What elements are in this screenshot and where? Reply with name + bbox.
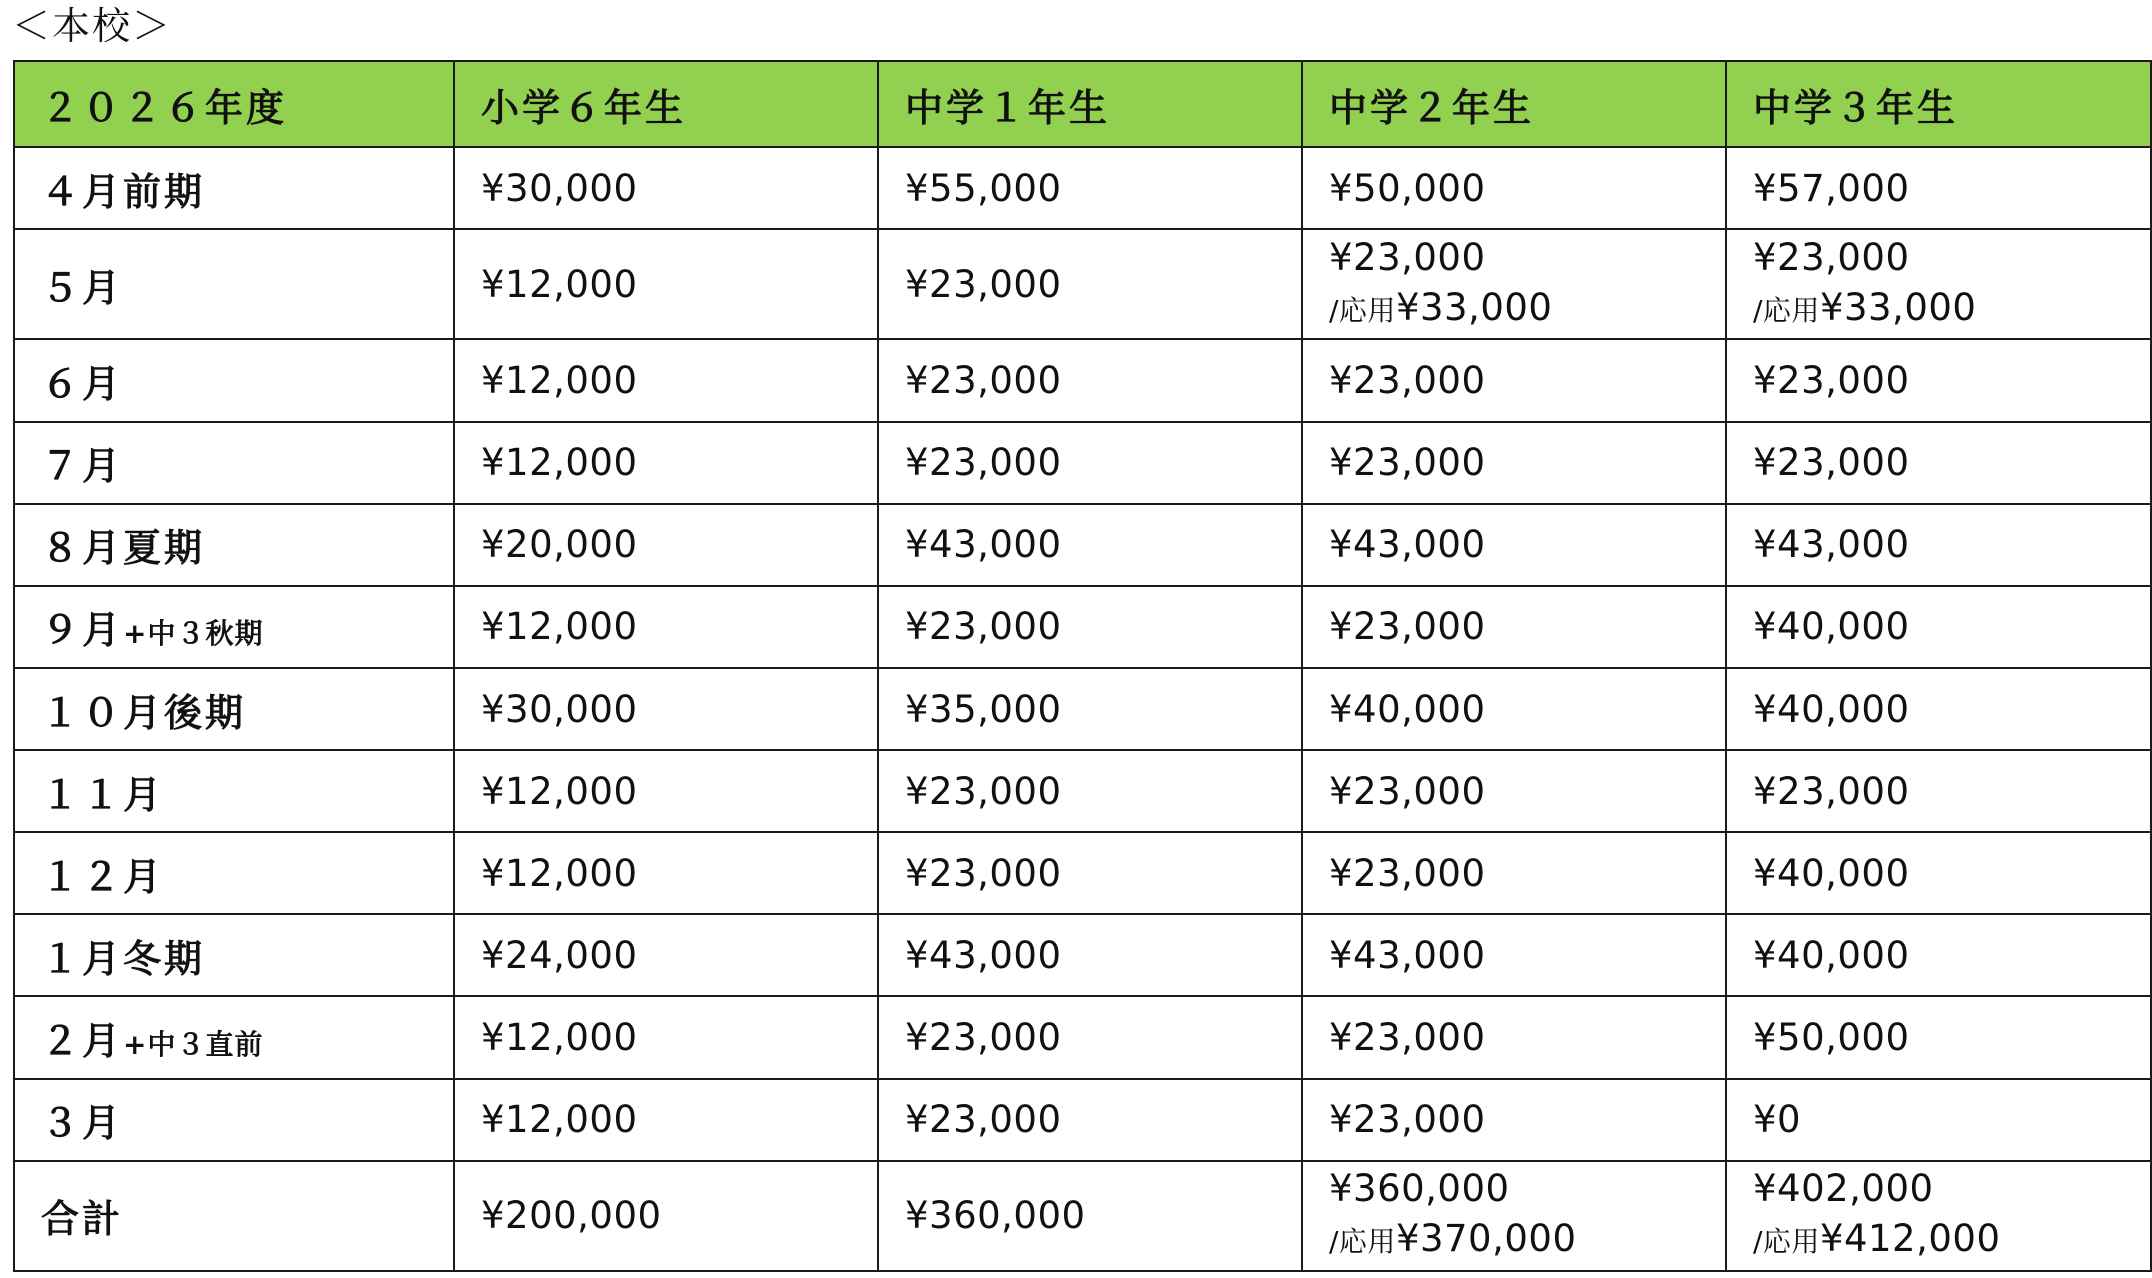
fee-grade6: ¥12,000: [454, 832, 878, 914]
header-junior3: 中学３年生: [1726, 61, 2151, 147]
table-header-row: [14, 61, 2151, 147]
fee-grade6: ¥30,000: [454, 147, 878, 229]
advanced-prefix: /応用: [1329, 293, 1396, 327]
advanced-prefix: /応用: [1753, 293, 1820, 327]
fee-junior2: ¥23,000: [1302, 750, 1726, 832]
fee-junior3: ¥50,000: [1726, 996, 2151, 1078]
fee-junior3: ¥40,000: [1726, 586, 2151, 668]
fee-junior1: ¥23,000: [878, 996, 1302, 1078]
fee-junior3: ¥40,000: [1726, 832, 2151, 914]
fee-grade6: ¥12,000: [454, 586, 878, 668]
fee-junior2: ¥43,000: [1302, 914, 1726, 996]
fee-standard: ¥23,000: [1329, 235, 1486, 279]
header-junior2: 中学２年生: [1302, 61, 1726, 147]
month-label-sub: +中３直前: [123, 1028, 264, 1061]
fee-junior3: ¥57,000: [1726, 147, 2151, 229]
fee-junior2: ¥50,000: [1302, 147, 1726, 229]
table-row: [14, 668, 2151, 750]
total-label: 合計: [14, 1161, 454, 1271]
month-label: ２月+中３直前: [14, 996, 454, 1078]
fee-junior2: ¥23,000: [1302, 339, 1726, 421]
fee-junior2: ¥23,000: [1302, 1079, 1726, 1161]
fee-grade6: ¥12,000: [454, 996, 878, 1078]
total-junior3: [1726, 1161, 2151, 1271]
fee-grade6: ¥12,000: [454, 422, 878, 504]
advanced-fee: ¥33,000: [1395, 285, 1553, 329]
fee-junior3: ¥23,000: [1726, 422, 2151, 504]
table-row: [14, 832, 2151, 914]
fee-junior3: ¥40,000: [1726, 668, 2151, 750]
table-row: [14, 996, 2151, 1078]
fee-junior3: ¥40,000: [1726, 914, 2151, 996]
fee-junior1: ¥55,000: [878, 147, 1302, 229]
fee-junior1: ¥23,000: [878, 586, 1302, 668]
advanced-fee: ¥370,000: [1395, 1217, 1577, 1261]
fee-junior3: ¥23,000: [1726, 750, 2151, 832]
fee-junior1: ¥43,000: [878, 914, 1302, 996]
month-label: ７月: [14, 422, 454, 504]
fee-junior2: ¥23,000: [1302, 996, 1726, 1078]
fee-grade6: ¥12,000: [454, 339, 878, 421]
fee-grade6: ¥12,000: [454, 750, 878, 832]
fee-grade6: ¥20,000: [454, 504, 878, 586]
fee-junior1: ¥23,000: [878, 1079, 1302, 1161]
header-year: ２０２６年度: [14, 61, 454, 147]
table-row: [14, 586, 2151, 668]
fee-standard: ¥23,000: [1753, 235, 1910, 279]
fee-junior2: ¥23,000: [1302, 422, 1726, 504]
table-row: [14, 339, 2151, 421]
fee-grade6: ¥24,000: [454, 914, 878, 996]
table-row: [14, 504, 2151, 586]
page-caption: ＜本校＞: [12, 4, 173, 48]
fee-advanced: [1329, 1214, 1725, 1267]
fee-standard: ¥360,000: [1329, 1167, 1510, 1211]
total-junior2: [1302, 1161, 1726, 1271]
month-label: ６月: [14, 339, 454, 421]
advanced-fee: ¥33,000: [1819, 285, 1977, 329]
fee-grade6: ¥12,000: [454, 1079, 878, 1161]
fee-junior1: ¥35,000: [878, 668, 1302, 750]
fee-junior2: [1302, 229, 1726, 339]
fee-junior2: ¥23,000: [1302, 586, 1726, 668]
fee-junior3: ¥23,000: [1726, 339, 2151, 421]
table-row-total: [14, 1161, 2151, 1271]
month-label-sub: +中３秋期: [123, 617, 264, 651]
fee-grade6: ¥12,000: [454, 229, 878, 339]
fee-advanced: [1753, 283, 2150, 336]
fee-advanced: [1329, 283, 1725, 336]
month-label: ３月: [14, 1079, 454, 1161]
header-grade6: 小学６年生: [454, 61, 878, 147]
month-label: ８月夏期: [14, 504, 454, 586]
fee-junior1: ¥23,000: [878, 339, 1302, 421]
header-junior1: 中学１年生: [878, 61, 1302, 147]
month-label: １１月: [14, 750, 454, 832]
total-junior1: ¥360,000: [878, 1161, 1302, 1271]
fee-junior2: ¥40,000: [1302, 668, 1726, 750]
fee-standard: ¥402,000: [1753, 1167, 1934, 1211]
table-row: [14, 229, 2151, 339]
fee-junior1: ¥23,000: [878, 832, 1302, 914]
total-grade6: ¥200,000: [454, 1161, 878, 1271]
advanced-prefix: /応用: [1753, 1225, 1820, 1259]
fee-junior1: ¥23,000: [878, 229, 1302, 339]
month-label: １２月: [14, 832, 454, 914]
fee-junior2: ¥23,000: [1302, 832, 1726, 914]
fee-junior3: ¥0: [1726, 1079, 2151, 1161]
advanced-fee: ¥412,000: [1819, 1217, 2001, 1261]
advanced-prefix: /応用: [1329, 1225, 1396, 1259]
month-label: １０月後期: [14, 668, 454, 750]
fee-junior1: ¥23,000: [878, 422, 1302, 504]
table-row: [14, 422, 2151, 504]
fee-junior3: [1726, 229, 2151, 339]
month-label: ４月前期: [14, 147, 454, 229]
tuition-fee-table: [13, 60, 2152, 1272]
fee-junior1: ¥43,000: [878, 504, 1302, 586]
table-row: [14, 147, 2151, 229]
table-row: [14, 1079, 2151, 1161]
table-row: [14, 750, 2151, 832]
month-label: １月冬期: [14, 914, 454, 996]
month-label: ９月+中３秋期: [14, 586, 454, 668]
fee-grade6: ¥30,000: [454, 668, 878, 750]
fee-advanced: [1753, 1214, 2150, 1267]
fee-junior1: ¥23,000: [878, 750, 1302, 832]
table-row: [14, 914, 2151, 996]
fee-junior3: ¥43,000: [1726, 504, 2151, 586]
fee-junior2: ¥43,000: [1302, 504, 1726, 586]
month-label: ５月: [14, 229, 454, 339]
